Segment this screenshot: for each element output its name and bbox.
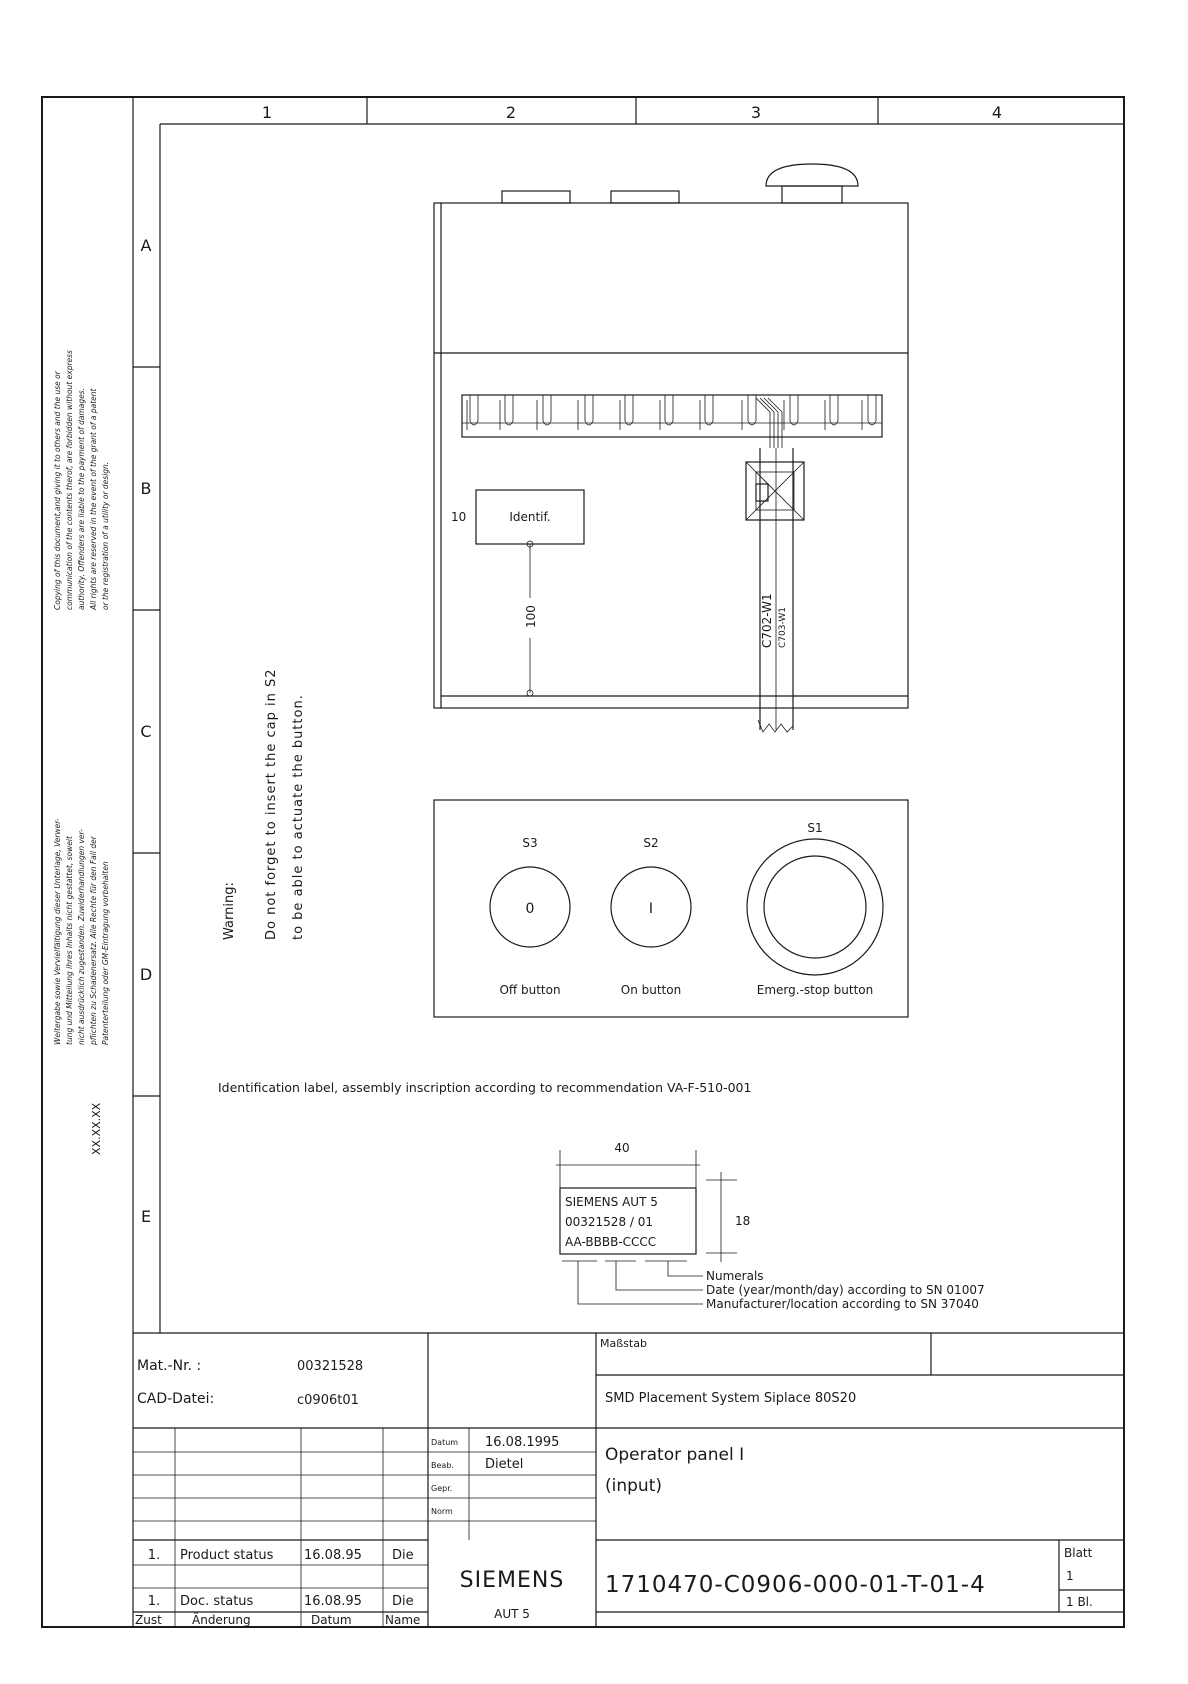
row-label-b: B xyxy=(140,479,152,498)
warning-line-1: Do not forget to insert the cap in S2 xyxy=(264,668,279,940)
terminal-strip xyxy=(462,395,882,437)
company-logo-text: SIEMENS xyxy=(459,1568,565,1593)
column-label-2: 2 xyxy=(505,103,517,122)
label-detail xyxy=(556,1141,985,1311)
row-label-d: D xyxy=(139,965,153,984)
row-label-c: C xyxy=(140,722,152,741)
emergency-stop-button-s1 xyxy=(747,821,883,997)
cable-label-c703: C703-W1 xyxy=(778,607,788,648)
svg-text:Copying of this document,and g: Copying of this document,and giving it to others and the use or xyxy=(53,371,62,610)
front-panel xyxy=(434,800,908,1017)
button-caption-s3: Off button xyxy=(499,983,561,997)
svg-text:1.: 1. xyxy=(147,1594,161,1609)
label-height-dimension: 18 xyxy=(735,1214,751,1228)
button-caption-s2: On button xyxy=(620,983,682,997)
copyright-notice-de xyxy=(53,818,110,1046)
svg-text:Patenterteilung oder GM-Eintra: Patenterteilung oder GM-Eintragung vorbehalten xyxy=(101,861,110,1045)
mat-nr-label: Mat.-Nr. : xyxy=(137,1358,202,1374)
label-line-2: 00321528 / 01 xyxy=(565,1215,654,1229)
cable-harness xyxy=(746,398,804,732)
drawing-number: 1710470-C0906-000-01-T-01-4 xyxy=(605,1572,986,1598)
col-aenderung: Änderung xyxy=(192,1613,251,1627)
drawing-title-line-2: (input) xyxy=(605,1476,662,1496)
blatt-value: 1 xyxy=(1066,1569,1074,1583)
col-datum: Datum xyxy=(311,1613,352,1627)
off-button-s3 xyxy=(490,836,570,997)
svg-text:or the registration of a utili: or the registration of a utility or design. xyxy=(101,461,110,610)
scale-label: Maßstab xyxy=(600,1337,647,1350)
identif-ref: 10 xyxy=(451,510,467,524)
total-sheets: 1 Bl. xyxy=(1066,1595,1093,1609)
svg-text:1.: 1. xyxy=(147,1548,161,1563)
division: AUT 5 xyxy=(494,1607,530,1621)
mat-nr-value: 00321528 xyxy=(297,1359,364,1374)
beab-label: Beab. xyxy=(431,1461,454,1470)
datum-value: 16.08.1995 xyxy=(485,1435,560,1450)
button-tag-s1: S1 xyxy=(807,821,823,835)
top-connector-1 xyxy=(502,191,570,203)
col-name: Name xyxy=(385,1613,421,1627)
button-tag-s2: S2 xyxy=(643,836,659,850)
title-block xyxy=(133,1333,1124,1627)
svg-text:nicht ausdrücklich zugestanden: nicht ausdrücklich zugestanden. Zuwiderhandlungen ver- xyxy=(77,829,86,1045)
revision-row-1 xyxy=(148,1548,414,1563)
svg-text:authority. Offenders are liabl: authority. Offenders are liable to the payment of damages. xyxy=(77,387,86,610)
col-zust: Zust xyxy=(135,1613,162,1627)
emergency-cap-dome xyxy=(766,164,858,186)
svg-text:pflichten zu Schadenersatz. Al: pflichten zu Schadenersatz. Alle Rechte für den Fall der xyxy=(89,836,98,1045)
row-label-e: E xyxy=(140,1207,152,1226)
label-line-1: SIEMENS AUT 5 xyxy=(565,1195,658,1209)
svg-text:Die: Die xyxy=(392,1548,414,1563)
column-label-1: 1 xyxy=(261,103,273,122)
legend-manufacturer: Manufacturer/location according to SN 37040 xyxy=(706,1297,979,1311)
dimension-100: 100 xyxy=(524,605,538,628)
column-label-3: 3 xyxy=(750,103,762,122)
svg-text:communication of the contents: communication of the contents therof, are forbidden without express xyxy=(65,350,74,610)
button-caption-s1: Emerg.-stop button xyxy=(756,983,874,997)
button-symbol-s3: 0 xyxy=(525,901,535,917)
row-label-a: A xyxy=(140,236,152,255)
drawing-title-line-1: Operator panel I xyxy=(605,1445,745,1465)
revision-row-2 xyxy=(148,1594,414,1609)
gepr-label: Gepr. xyxy=(431,1484,453,1493)
svg-text:Doc. status: Doc. status xyxy=(180,1594,254,1609)
svg-text:Die: Die xyxy=(392,1594,414,1609)
copyright-notice-en xyxy=(53,350,110,611)
label-width-dimension: 40 xyxy=(614,1141,630,1155)
on-button-s2 xyxy=(611,836,691,997)
button-tag-s3: S3 xyxy=(522,836,538,850)
datum-label: Datum xyxy=(431,1438,459,1447)
identification-label-position xyxy=(451,490,584,696)
column-label-4: 4 xyxy=(991,103,1003,122)
legend-numerals: Numerals xyxy=(706,1269,764,1283)
system-name: SMD Placement System Siplace 80S20 xyxy=(605,1391,857,1406)
beab-value: Dietel xyxy=(485,1457,524,1472)
operator-panel-housing xyxy=(434,164,908,708)
cable-label-c702: C702-W1 xyxy=(760,593,774,648)
legend-date: Date (year/month/day) according to SN 01007 xyxy=(706,1283,985,1297)
svg-text:Weitergabe sowie Vervielfältig: Weitergabe sowie Vervielfältigung dieser Unterlage, Verwer- xyxy=(53,818,62,1045)
button-symbol-s2: I xyxy=(648,901,654,917)
identif-text: Identif. xyxy=(509,510,551,524)
top-connector-2 xyxy=(611,191,679,203)
date-placeholder: XX.XX.XX xyxy=(90,1102,103,1155)
warning-title: Warning: xyxy=(222,882,237,940)
emergency-cap-base xyxy=(782,186,842,203)
svg-text:Product status: Product status xyxy=(180,1548,274,1563)
svg-text:16.08.95: 16.08.95 xyxy=(304,1548,362,1563)
blatt-label: Blatt xyxy=(1064,1546,1093,1560)
inscription-note: Identification label, assembly inscription according to recommendation VA-F-510-001 xyxy=(218,1080,752,1095)
warning-line-2: to be able to actuate the button. xyxy=(291,694,306,940)
label-line-3: AA-BBBB-CCCC xyxy=(565,1235,657,1249)
norm-label: Norm xyxy=(431,1507,453,1516)
cad-label: CAD-Datei: xyxy=(137,1391,215,1407)
svg-text:tung und Mitteilung ihres Inha: tung und Mitteilung ihres Inhalts nicht gestattet, soweit xyxy=(65,836,74,1045)
cad-value: c0906t01 xyxy=(297,1393,359,1408)
svg-text:16.08.95: 16.08.95 xyxy=(304,1594,362,1609)
svg-text:All rights are reserved in the: All rights are reserved in the event of the grant of a patent xyxy=(89,388,98,610)
